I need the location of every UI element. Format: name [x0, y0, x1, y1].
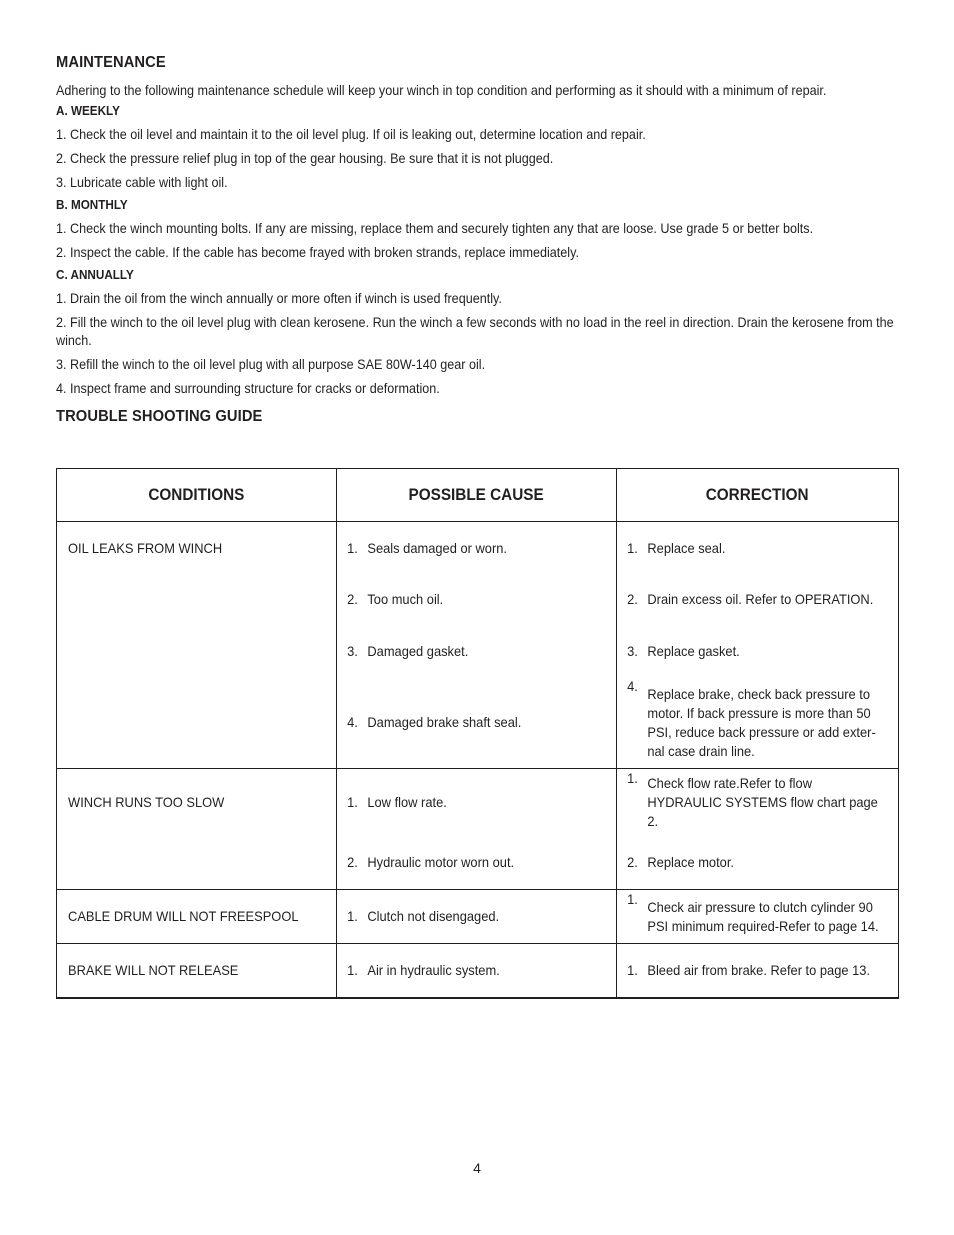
table-row [57, 625, 899, 677]
weekly-item: 3. Lubricate cable with light oil. [56, 174, 228, 190]
header-conditions: CONDITIONS [57, 469, 337, 522]
annually-heading: C. ANNUALLY [56, 267, 134, 282]
annually-item: 1. Drain the oil from the winch annually or more often if winch is used frequently. [56, 290, 502, 306]
monthly-item: 2. Inspect the cable. If the cable has become frayed with broken strands, replace immediately. [56, 244, 579, 260]
annually-group [56, 267, 898, 397]
cause-cell: 1. Low flow rate. [337, 769, 614, 835]
maintenance-intro: Adhering to the following maintenance schedule will keep your winch in top condition and performing as it should with a minimum of repair. [56, 82, 827, 98]
item-number: 1. [627, 539, 638, 556]
table-row [57, 944, 899, 999]
condition-cell: BRAKE WILL NOT RELEASE [68, 962, 239, 978]
weekly-group [56, 103, 898, 191]
condition-cell: WINCH RUNS TOO SLOW [68, 793, 225, 810]
header-possible-cause: POSSIBLE CAUSE [337, 469, 617, 522]
item-number: 1. [627, 962, 638, 978]
cause-cell: 2. Hydraulic motor worn out. [337, 835, 614, 889]
table-row [57, 890, 899, 944]
cause-cell: 2. Too much oil. [337, 574, 614, 625]
item-number: 1. [627, 891, 638, 907]
header-correction: CORRECTION [617, 469, 899, 522]
cause-cell: 1. Seals damaged or worn. [337, 522, 614, 574]
table-row [57, 522, 899, 575]
correction-cell: 1. Check flow rate.Refer to flow HYDRAULIC SYSTEMS flow chart page 2. [617, 769, 896, 835]
annually-item: 3. Refill the winch to the oil level plug with all purpose SAE 80W-140 gear oil. [56, 356, 486, 372]
monthly-item: 1. Check the winch mounting bolts. If any are missing, replace them and securely tighten any that are loose. Use grade 5 or better bolts. [56, 220, 814, 236]
maintenance-heading: MAINTENANCE [56, 54, 166, 71]
condition-cell: CABLE DRUM WILL NOT FREESPOOL [68, 908, 299, 924]
correction-cell: 1. Bleed air from brake. Refer to page 13. [617, 944, 896, 997]
condition-cell: OIL LEAKS FROM WINCH [68, 539, 223, 556]
item-number: 2. [347, 591, 358, 607]
item-number: 1. [347, 539, 358, 556]
correction-cell: 4. Replace brake, check back pressure to motor. If back pressure is more than 50 PSI, reduce back pressure or add exter-nal case drain line. [617, 677, 896, 768]
item-number: 1. [347, 908, 358, 924]
correction-cell: 2. Drain excess oil. Refer to OPERATION. [617, 574, 896, 625]
correction-cell: 2. Replace motor. [617, 835, 896, 889]
item-number: 3. [627, 642, 638, 659]
item-number: 2. [627, 591, 638, 607]
item-number: 1. [347, 793, 358, 810]
table-row [57, 835, 899, 890]
troubleshooting-heading: TROUBLE SHOOTING GUIDE [56, 408, 263, 425]
monthly-heading: B. MONTHLY [56, 197, 128, 212]
item-number: 4. [347, 714, 358, 730]
cause-cell: 3. Damaged gasket. [337, 625, 614, 677]
weekly-item: 1. Check the oil level and maintain it to the oil level plug. If oil is leaking out, determine location and repair. [56, 126, 646, 142]
maintenance-section [56, 53, 898, 427]
correction-cell: 1. Check air pressure to clutch cylinder 90 PSI minimum required-Refer to page 14. [617, 890, 896, 943]
item-number: 1. [627, 770, 638, 786]
cause-cell: 1. Air in hydraulic system. [337, 944, 614, 997]
correction-cell: 3. Replace gasket. [617, 625, 896, 677]
table-row [57, 769, 899, 836]
item-number: 2. [347, 853, 358, 870]
table-row [57, 677, 899, 769]
item-number: 4. [627, 678, 638, 694]
correction-cell: 1. Replace seal. [617, 522, 896, 574]
cause-cell: 1. Clutch not disengaged. [337, 890, 614, 943]
table-header-row [57, 469, 899, 522]
item-number: 2. [627, 853, 638, 870]
weekly-heading: A. WEEKLY [56, 103, 120, 118]
page-number: 4 [473, 1160, 481, 1176]
item-number: 3. [347, 642, 358, 659]
table-row [57, 574, 899, 625]
item-number: 1. [347, 962, 358, 978]
annually-item: 2. Fill the winch to the oil level plug with clean kerosene. Run the winch a few seconds with no load in the reel in direction. Drain the kerosene from the winch. [56, 314, 894, 348]
weekly-item: 2. Check the pressure relief plug in top of the gear housing. Be sure that it is not plugged. [56, 150, 554, 166]
cause-cell: 4. Damaged brake shaft seal. [337, 677, 614, 768]
annually-item: 4. Inspect frame and surrounding structure for cracks or deformation. [56, 380, 440, 396]
monthly-group [56, 197, 898, 261]
troubleshooting-table [56, 468, 899, 999]
